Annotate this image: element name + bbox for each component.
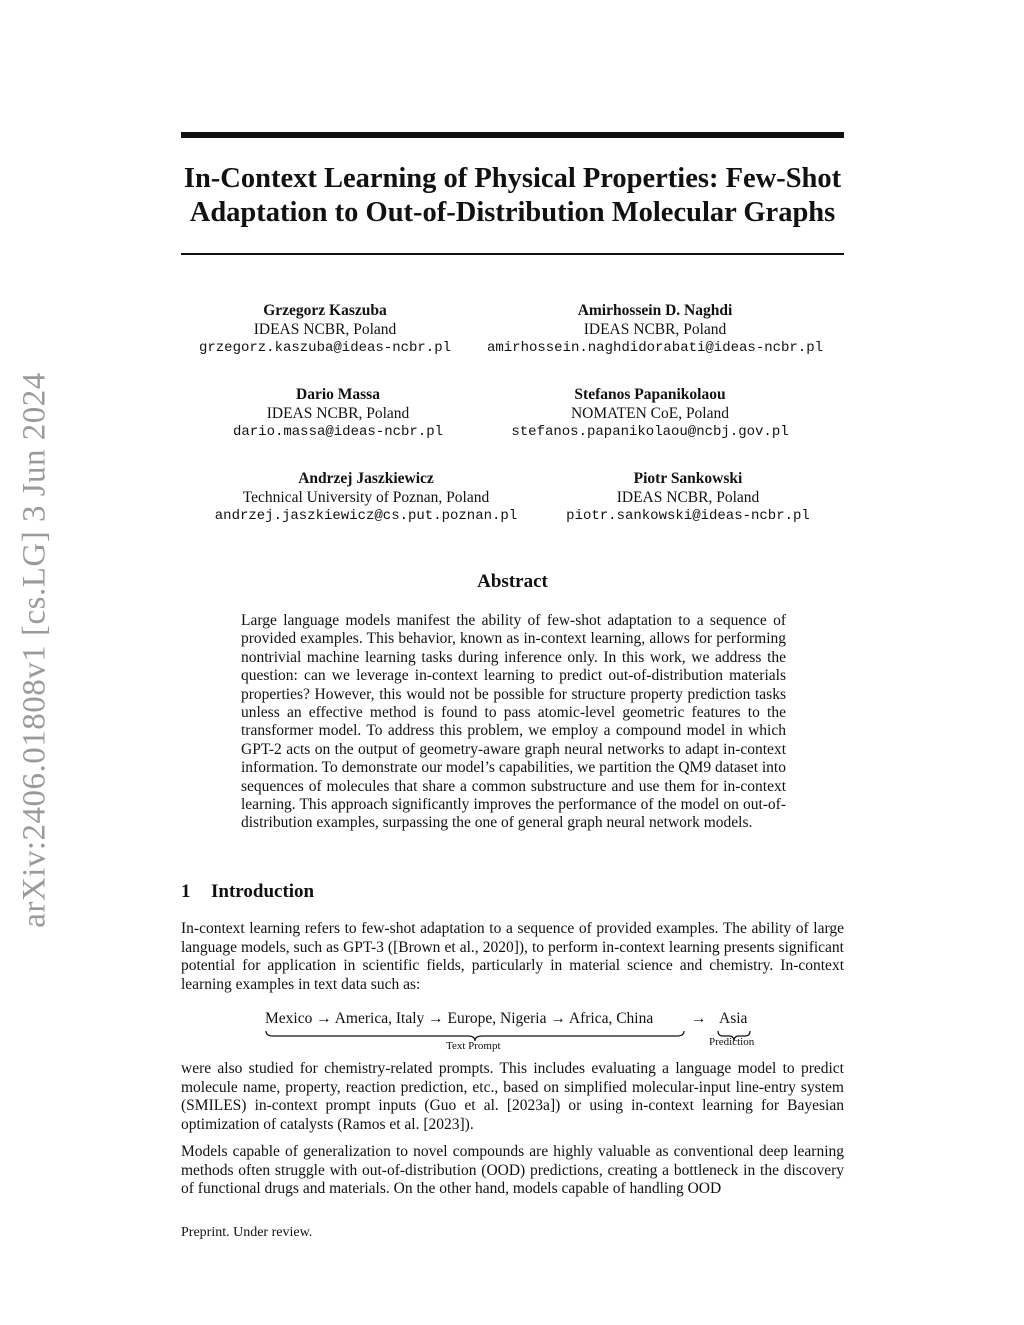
author-email[interactable]: dario.massa@ideas-ncbr.pl (232, 424, 444, 440)
author-email[interactable]: amirhossein.naghdidorabati@ideas-ncbr.pl (486, 340, 824, 356)
author-name: Andrzej Jaszkiewicz (298, 470, 434, 487)
author-affiliation: NOMATEN CoE, Poland (570, 405, 729, 422)
author-affiliation: IDEAS NCBR, Poland (616, 489, 760, 506)
section-heading (181, 881, 314, 903)
author-block (470, 385, 830, 442)
author-email[interactable]: piotr.sankowski@ideas-ncbr.pl (566, 508, 810, 524)
title-bottom-rule (181, 253, 844, 255)
intro-paragraph-1: In-context learning refers to few-shot adaptation to a sequence of provided examples. The ability of large language models, such as GPT-3 ([Brown et al., 2020]), to perform in-context learning presents significant potential for application in scientific fields, particularly in material science and chemistry. In-context learning examples in text data such as: (181, 920, 844, 993)
prediction-label: Prediction (709, 1036, 755, 1048)
author-block (186, 469, 546, 526)
author-block (475, 301, 835, 358)
section-number: 1 (181, 881, 191, 902)
paper-title: In-Context Learning of Physical Properties: Few-Shot Adaptation to Out-of-Distribution Molecular Graphs (183, 163, 842, 228)
equation-arrow: → (691, 1010, 707, 1027)
author-affiliation: IDEAS NCBR, Poland (266, 405, 410, 422)
arxiv-sidebar (10, 370, 60, 930)
text-prompt-label: Text Prompt (446, 1040, 501, 1052)
author-affiliation: Technical University of Poznan, Poland (242, 489, 490, 506)
author-block (158, 385, 518, 442)
equation-prompt: Mexico → America, Italy → Europe, Nigeria → Africa, China (265, 1010, 654, 1027)
author-name: Piotr Sankowski (633, 470, 743, 487)
title-top-rule (181, 132, 844, 138)
footer-note: Preprint. Under review. (181, 1225, 313, 1240)
abstract-text: Large language models manifest the ability of few-shot adaptation to a sequence of provided examples. This behavior, known as in-context learning, allows for performing nontrivial machine learning tasks during inference only. In this work, we address the question: can we leverage in-context learning to predict out-of-distribution materials properties? However, this would not be possible for structure property prediction tasks unless an effective method is found to pass atomic-level geometric features to the transformer model. To address this problem, we employ a compound model in which GPT-2 acts on the output of geometry-aware graph neural networks to adapt in-context information. To demonstrate our model’s capabilities, we partition the QM9 dataset into sequences of molecules that share a common substructure and use them for in-context learning. This approach significantly improves the performance of the model on out-of-distribution examples, surpassing the one of general graph neural network models. (241, 612, 786, 832)
author-name: Dario Massa (296, 386, 380, 403)
author-affiliation: IDEAS NCBR, Poland (583, 321, 727, 338)
section-title: Introduction (211, 881, 315, 902)
author-email[interactable]: grzegorz.kaszuba@ideas-ncbr.pl (198, 340, 452, 356)
author-name: Amirhossein D. Naghdi (577, 302, 733, 319)
equation-prediction: Asia (719, 1010, 748, 1027)
arxiv-identifier: arXiv:2406.01808v1 [cs.LG] 3 Jun 2024 (16, 372, 53, 928)
author-name: Grzegorz Kaszuba (263, 302, 387, 319)
abstract-heading: Abstract (477, 571, 548, 592)
intro-paragraph-2: were also studied for chemistry-related prompts. This includes evaluating a language model to predict molecule name, property, reaction prediction, etc., based on simplified molecular-input line-entry system (SMILES) in-context prompt inputs (Guo et al. [2023a]) or using in-context learning for Bayesian optimization of catalysts (Ramos et al. [2023]). (181, 1060, 844, 1133)
author-block (145, 301, 505, 358)
intro-paragraph-3: Models capable of generalization to novel compounds are highly valuable as conventional deep learning methods often struggle with out-of-distribution (OOD) predictions, creating a bottleneck in the discovery of functional drugs and materials. On the other hand, models capable of handling OOD (181, 1143, 844, 1198)
example-equation (265, 1008, 765, 1056)
author-block (508, 469, 868, 526)
author-email[interactable]: stefanos.papanikolaou@ncbj.gov.pl (511, 424, 789, 440)
author-affiliation: IDEAS NCBR, Poland (253, 321, 397, 338)
author-name: Stefanos Papanikolaou (574, 386, 726, 403)
author-email[interactable]: andrzej.jaszkiewicz@cs.put.poznan.pl (214, 508, 518, 524)
